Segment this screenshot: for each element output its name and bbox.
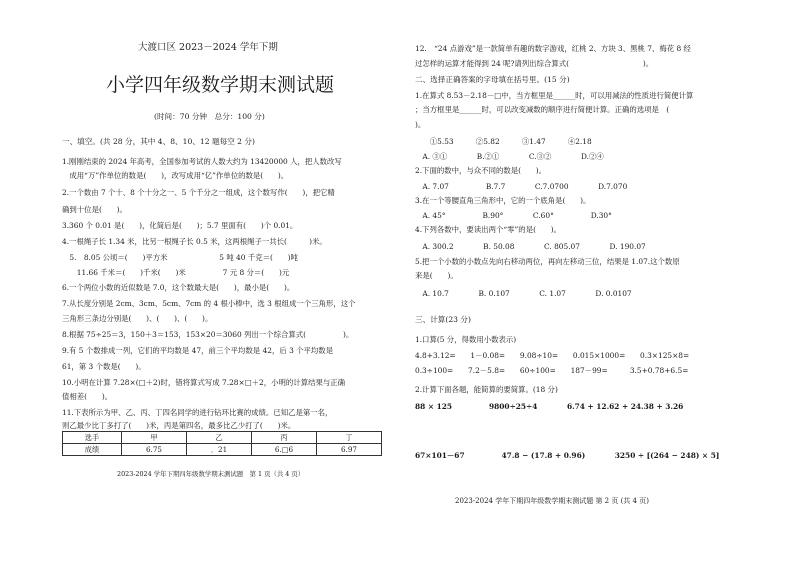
question-line: 4.一根绳子长 1.34 米，比另一根绳子长 0.5 米，这两根绳子一共长( )米。 <box>62 237 327 246</box>
question-line: 7.从长度分别是 2cm、3cm、5cm、7cm 的 4 根小棒中，选 3 根组成一个三角形，这个 <box>62 299 356 308</box>
question-line: 2.下面的数中，与众不同的数是( )。 <box>415 166 547 175</box>
option-line: A. 10.7 B. 0.107 C. 1.07 D. 0.0107 <box>415 289 632 298</box>
question-line: 5.把一个小数的小数点先向右移动两位，再向左移动三位，结果是 1.07.这个数原 <box>415 257 680 266</box>
option-line: A. ③① B.②① C.③② D.②④ <box>415 152 604 161</box>
question-line: 2.一个数由 7 个十、8 个十分之一、5 个千分之一组成，这个数写作( )，把它精 <box>62 188 335 197</box>
question-line: 4.下列各数中，要读出两个“零”的是( )。 <box>415 225 562 234</box>
option-line: A. 300.2 B. 50.08 C. 805.07 D. 190.07 <box>415 242 646 251</box>
table-header-row <box>63 432 382 444</box>
school-term-header: 大渡口区 2023－2024 学年下期 <box>138 42 278 53</box>
option-line: ①5.53 ②5.82 ③1.47 ④2.18 <box>415 137 592 146</box>
exam-meta: (时间：70 分钟 总分：100 分) <box>154 112 265 121</box>
question-line: 8.根据 75÷25＝3，150＋3＝153，153×20＝3060 列出一个综合算式( )。 <box>62 330 354 339</box>
table-header-cell: 甲 <box>122 432 187 444</box>
question-line: )。 <box>415 120 426 129</box>
question-line: 11.66 千米＝( )千米( )米 7 元 8 分＝( )元 <box>62 268 290 277</box>
question-line: 9.有 5 个数排成一列，它们的平均数是 47，前三个平均数是 42，后 3 个平均数是 <box>62 346 334 355</box>
question-line: 过怎样的运算才能得到 24 呢?请列出综合算式( )。 <box>415 59 654 68</box>
question-line: 确到十位是( )。 <box>62 205 127 214</box>
table-header-cell: 选手 <box>63 432 122 444</box>
question-line: 5. 8.05 公顷＝( )平方米 5 吨 40 千克＝( )吨 <box>62 253 298 262</box>
table-cell: 6.75 <box>122 444 187 456</box>
question-line: 2.计算下面各题，能简算的要简算。(18 分) <box>415 385 558 394</box>
table-row-label: 成绩 <box>63 444 122 456</box>
mental-math-row: 0.3÷100= 7.2－5.8= 60÷100= 187－99= 3.5+0.78+6.5= <box>415 366 689 375</box>
question-line: 1.在算式 8.53－2.18－□中，当方框里是______时，可以用减法的性质进行简便计算 <box>415 91 694 100</box>
question-line: ；当方框里是______时，可以改变减数的顺序进行简便计算。正确的选项是 ( <box>415 105 684 114</box>
question-line: 值相差( )。 <box>62 392 113 401</box>
question-line: 则乙最少比丁多打了( )米，丙是第四名，最多比乙少打了( )米。 <box>62 421 296 430</box>
question-line: 成用“万”作单位的数是( )，改写成用“亿”作单位的数是( )。 <box>62 171 289 180</box>
page-footer: 2023-2024 学年下期四年级数学期末测试题 第 1 页（共 4 页） <box>117 470 305 478</box>
section-heading: 三、计算(23 分) <box>415 315 471 324</box>
table-header-cell: 丁 <box>317 432 382 444</box>
page-title: 小学四年级数学期末测试题 <box>106 74 335 96</box>
question-line: 6.一个两位小数的近似数是 7.0，这个数最大是( )，最小是( )。 <box>62 283 295 292</box>
question-line: 来是( )。 <box>415 271 458 280</box>
table-header-cell: 乙 <box>187 432 252 444</box>
question-line: 11.下表所示为甲、乙、丙、丁四名同学的进行钻环比赛的成绩。已知乙是第一名， <box>62 408 333 417</box>
section-heading: 二、选择正确答案的字母填在括号里。(15 分) <box>415 75 570 84</box>
exam-page-2 <box>397 0 794 561</box>
mental-math-row: 4.8+3.12= 1－0.08= 9.08÷10= 0.015×1000= 0.3×125×8= <box>415 351 690 360</box>
question-line: 3.360 个 0.01 是( )，化简后是( )；5.7 里面有( )个 0.01。 <box>62 221 298 230</box>
question-line: 1.刚刚结束的 2024 年高考，全国参加考试的人数大约为 13420000 人，把人数改写 <box>62 157 342 166</box>
question-line: 10.小明在计算 7.28×(□＋2)时，错将算式写成 7.28×□＋2，小明的计算结果与正确 <box>62 378 346 387</box>
question-line: 3.在一个等腰直角三角形中，它的一个底角是( )。 <box>415 196 591 205</box>
calculation-row: 88 × 125 9800÷25÷4 6.74 + 12.62 + 24.38 + 3.26 <box>415 402 684 411</box>
scores-table <box>62 431 382 456</box>
table-cell: ．21 <box>187 444 252 456</box>
table-cell: 6.97 <box>317 444 382 456</box>
option-line: A. 45° B.90° C.60° D.30° <box>415 211 612 220</box>
page-footer: 2023-2024 学年下期四年级数学期末测试题 第 2 页 (共 4 页) <box>455 497 649 505</box>
option-line: A. 7.07 B.7.7 C.7.0700 D.7.070 <box>415 182 628 191</box>
calculation-row: 67×101－67 47.8 − (17.8 + 0.96) 3250 ÷ [(264 − 248) × 5] <box>415 451 720 460</box>
question-line: 三角形三条边分别是( )、( )、( )。 <box>62 314 213 323</box>
section-heading: 一、填空。(共 28 分，其中 4、8、10、12 题每空 2 分) <box>62 137 255 146</box>
table-header-cell: 丙 <box>252 432 317 444</box>
question-line: 12. “24 点游戏”是一款简单有趣的数字游戏，红桃 2、方块 3、黑桃 7、梅花 8 经 <box>415 44 691 53</box>
question-line: 61，第 3 个数是( )。 <box>62 362 146 371</box>
question-line: 1.口算(5 分，得数用小数表示) <box>415 335 517 344</box>
table-cell: 6.□6 <box>252 444 317 456</box>
table-row <box>63 444 382 456</box>
